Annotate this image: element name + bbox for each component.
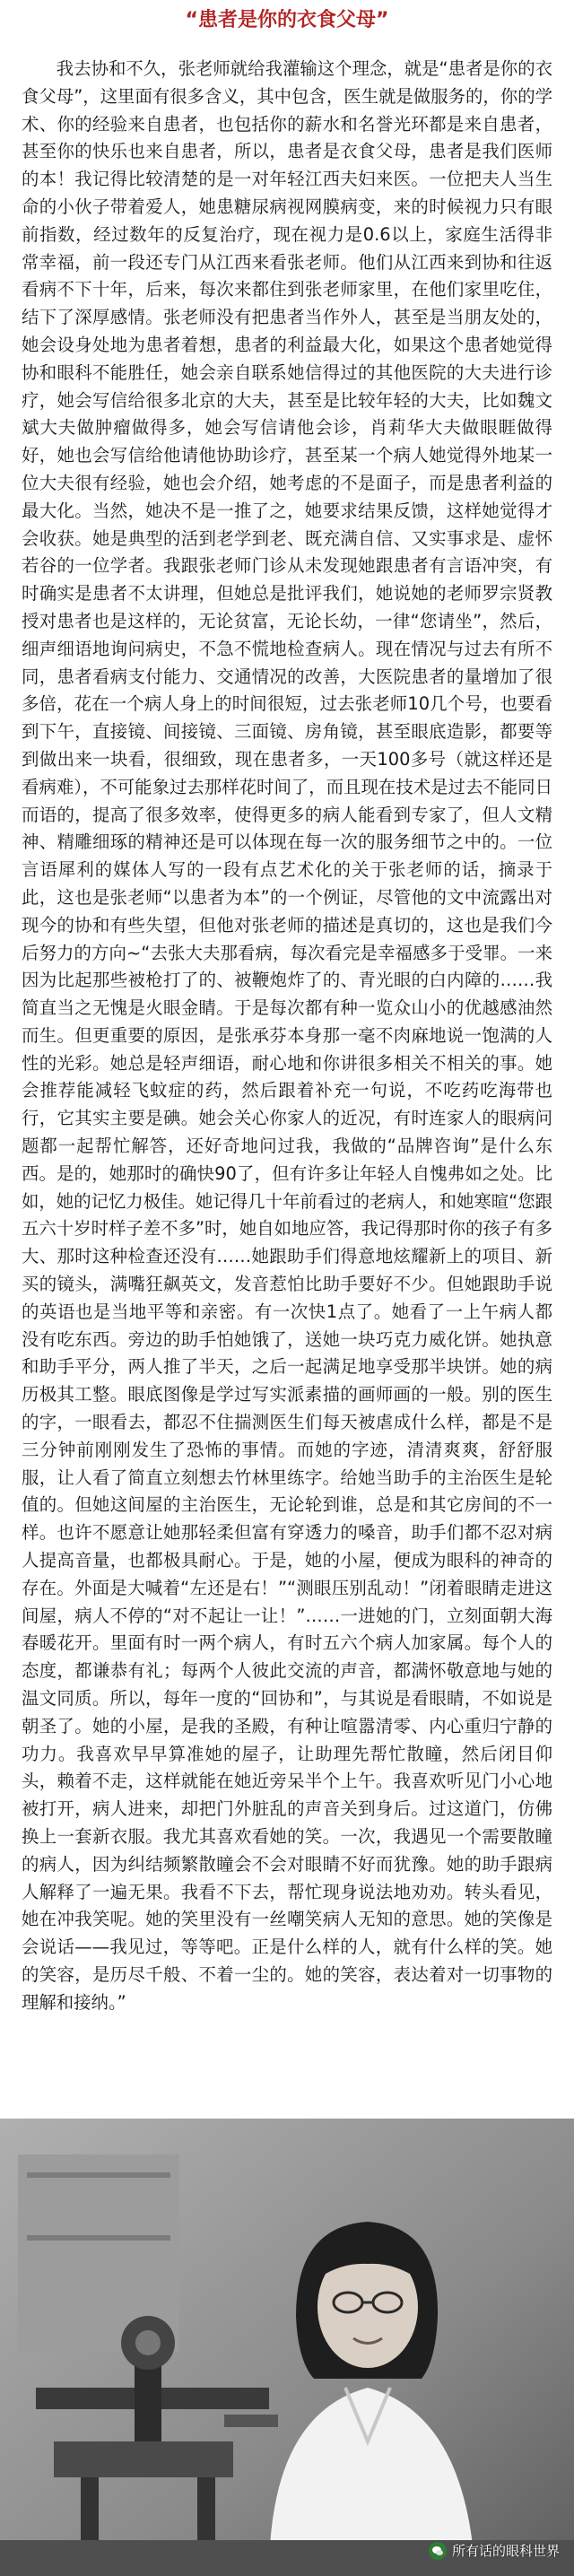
photo-watermark [429,2541,560,2560]
article-paragraph: 我去协和不久，张老师就给我灌输这个理念，就是“患者是你的衣食父母”，这里面有很多含义，其中包含，医生就是做服务的，你的学术、你的经验来自患者，也包括你的薪水和名誉光环都是来自患者，甚至你的快乐也来自患者，所以，患者是衣食父母，患者是我们医师的本！我记得比较清楚的是一对年轻江西夫妇来医。一位把夫人当生命的小伙子带着爱人，她患糖尿病视网膜病变，来的时候视力只有眼前指数，经过数年的反复治疗，现在视力是0.6以上，家庭生活得非常幸福，前一段还专门从江西来看张老师。他们从江西来到协和往返看病不下十年，后来，每次来都住到张老师家里，在他们家里吃住，结下了深厚感情。张老师没有把患者当作外人，甚至是当朋友处的，她会设身处地为患者着想，患者的利益最大化，如果这个患者她觉得协和眼科不能胜任，她会亲自联系她信得过的其他医院的大夫进行诊疗，她会写信给很多北京的大夫，甚至是比较年轻的大夫，比如魏文斌大夫做肿瘤做得多，她会写信请他会诊，肖莉华大夫做眼睚做得好，她也会写信给他请他协助诊疗，甚至某一个病人她觉得外地某一位大夫很有经验，她也会介绍，她考虑的不是面子，而是患者利益的最大化。当然，她决不是一推了之，她要求结果反馈，这样她觉得才会收获。她是典型的活到老学到老、既充满自信、又实事求是、虚怀若谷的一位学者。我跟张老师门诊从未发现她跟患者有言语冲突，有时确实是患者不太讲理，但她总是批评我们，她说她的老师罗宗贤教授对患者也是这样的，无论贫富，无论长幼，一律“您请坐”，然后，细声细语地询问病史，不急不慌地检查病人。现在情况与过去有所不同，患者看病支付能力、交通情况的改善，大医院患者的量增加了很多倍，花在一个病人身上的时间很短，过去张老师10几个号，也要看到下午，直接镜、间接镜、三面镜、房角镜，甚至眼底造影，都要等到做出来一块看，很细致，现在患者多，一天100多号（就这样还是看病难），不可能象过去那样花时间了，而且现在技术是过去不能同日而语的，提高了很多效率，使得更多的病人能看到专家了，但人文精神、精雕细琢的精神还是可以体现在每一次的服务细节之中的。一位言语犀利的媒体人写的一段有点艺术化的关于张老师的话，摘录于此，这也是张老师“以患者为本”的一个例证，尽管他的文中流露出对现今的协和有些失望，但他对张老师的描述是真切的，这也是我们今后努力的方向~“去张大夫那看病，每次看完是幸福感多于受罪。一来因为比起那些被枪打了的、被鞭炮炸了的、青光眼的白内障的……我简直当之无愧是火眼金睛。于是每次都有种一览众山小的优越感油然而生。但更重要的原因，是张承芬本身那一毫不肉麻地说一饱满的人性的光彩。她总是轻声细语，耐心地和你讲很多相关不相关的事。她会推荐能减轻飞蚊症的药，然后跟着补充一句说，不吃药吃海带也行，它其实主要是碘。她会关心你家人的近况，有时连家人的眼病问题都一起帮忙解答，还好奇地问过我，我做的“品牌咨询”是什么东西。是的，她那时的确快90了，但有许多让年轻人自愧弗如之处。比如，她的记忆力极佳。她记得几十年前看过的老病人，和她寒暄“您跟五六十岁时样子差不多”时，她自如地应答，我记得那时你的孩子有多大、那时这种检查还没有……她跟助手们得意地炫耀新上的项目、新买的镜头，满嘴狂飙英文，发音惹怕比助手要好不少。但她跟助手说的英语也是当地平等和亲密。有一次快1点了。她看了一上午病人都没有吃东西。旁边的助手怕她饿了，送她一块巧克力威化饼。她执意和助手平分，两人推了半天，之后一起满足地享受那半块饼。她的病历极其工整。眼底图像是学过写实派素描的画师画的一般。别的医生的字，一眼看去，都忍不住揣测医生们每天被虐成什么样，都是不是三分钟前刚刚发生了恐怖的事情。而她的字迹，清清爽爽，舒舒服服，让人看了简直立刻想去竹林里练字。给她当助手的主治医生是轮值的。但她这间屋的主治医生，无论轮到谁，总是和其它房间的不一样。也许不愿意让她那轻柔但富有穿透力的嗓音，助手们都不忍对病人提高音量，也都极具耐心。于是，她的小屋，便成为眼科的神奇的存在。外面是大喊着“左还是右！”“测眼压别乱动！”闭着眼睛走进这间屋，病人不停的“对不起让一让！”……一进她的门，立刻面朝大海春暖花开。里面有时一两个病人，有时五六个病人加家属。每个人的态度，都谦恭有礼；每两个人彼此交流的声音，都满怀敬意地与她的温文同质。所以，每年一度的“回协和”，与其说是看眼睛，不如说是朝圣了。她的小屋，是我的圣殿，有种让喧嚣清零、内心重归宁静的功力。我喜欢早早算准她的屋子，让助理先帮忙散瞳，然后闭目仰头，赖着不走，这样就能在她近旁呆半个上午。我喜欢听见门小心地被打开，病人进来，却把门外脏乱的声音关到身后。过这道门，仿佛换上一套新衣服。我尤其喜欢看她的笑。一次，我遇见一个需要散瞳的病人，因为纠结频繁散瞳会不会对眼睛不好而犹豫。她的助手跟病人解释了一遍无果。我看不下去，帮忙现身说法地劝劝。转头看见，她在冲我笑呢。她的笑里没有一丝嘲笑病人无知的意思。她的笑像是会说话——我见过，等等吧。正是什么样的人，就有什么样的笑。她的笑容，是历尽千般、不着一尘的。她的笑容，表达着对一切事物的理解和接纳。” [22,58,552,2013]
wechat-logo-icon [429,2542,447,2560]
watermark-text: 所有话的眼科世界 [451,2543,560,2559]
portrait-photo [0,2119,574,2576]
article-body [22,56,552,2099]
article-header [0,7,574,34]
photo-illustration [0,2119,574,2576]
article-title: “患者是你的衣食父母” [185,9,389,31]
